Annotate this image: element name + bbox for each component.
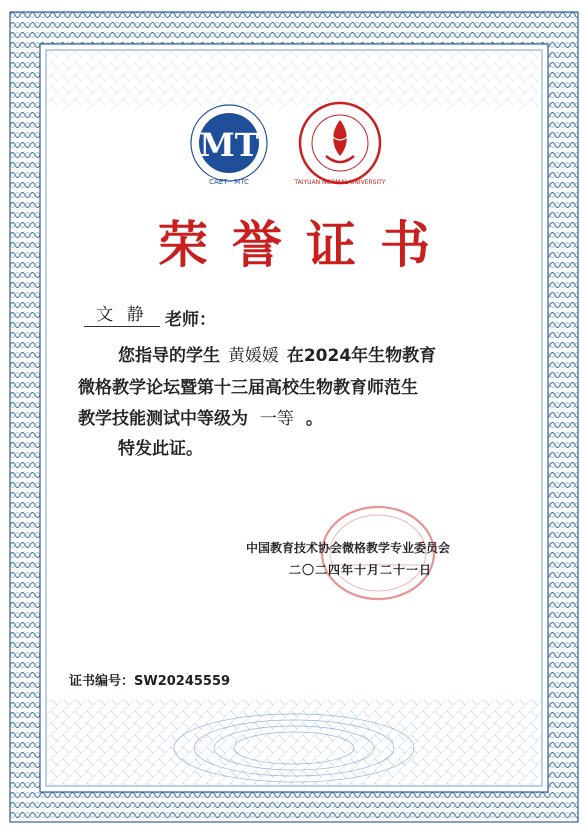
body-line-1 xyxy=(118,341,436,366)
recipient-name: 文 静 xyxy=(84,300,160,327)
body-line-3-suffix: 。 xyxy=(305,409,323,429)
mt-logo-caption: CAET · MTC xyxy=(209,178,249,186)
mt-logo-icon xyxy=(191,105,267,186)
body-line-2: 微格教学论坛暨第十三届高校生物教育师范生 xyxy=(78,378,418,398)
student-name: 黄媛媛 xyxy=(227,346,279,366)
grade: 一等 xyxy=(259,409,294,429)
body-line-1-suffix: 在2024年生物教育 xyxy=(286,346,437,366)
certificate-number: 证书编号：SW20245559 xyxy=(69,674,231,689)
issue-date: 二〇二四年十月二十一日 xyxy=(289,563,433,577)
university-ring-text: TAIYUAN NORMAL UNIVERSITY xyxy=(294,179,386,186)
logo-graphics xyxy=(0,98,588,188)
mt-logo-mark: MT xyxy=(199,126,259,164)
body-line-4: 特发此证。 xyxy=(118,439,203,459)
taiyuan-normal-university-emblem-icon xyxy=(293,103,385,186)
body-line-3-prefix: 教学技能测试中等级为 xyxy=(78,409,248,429)
salutation: 老师： xyxy=(165,310,216,330)
body-line-3 xyxy=(78,404,323,429)
body-line-1-prefix: 您指导的学生 xyxy=(118,346,220,366)
certificate-title: 荣誉证书 xyxy=(158,215,454,274)
issuer: 中国教育技术协会微格教学专业委员会 xyxy=(246,541,451,555)
logo-row xyxy=(0,98,588,188)
